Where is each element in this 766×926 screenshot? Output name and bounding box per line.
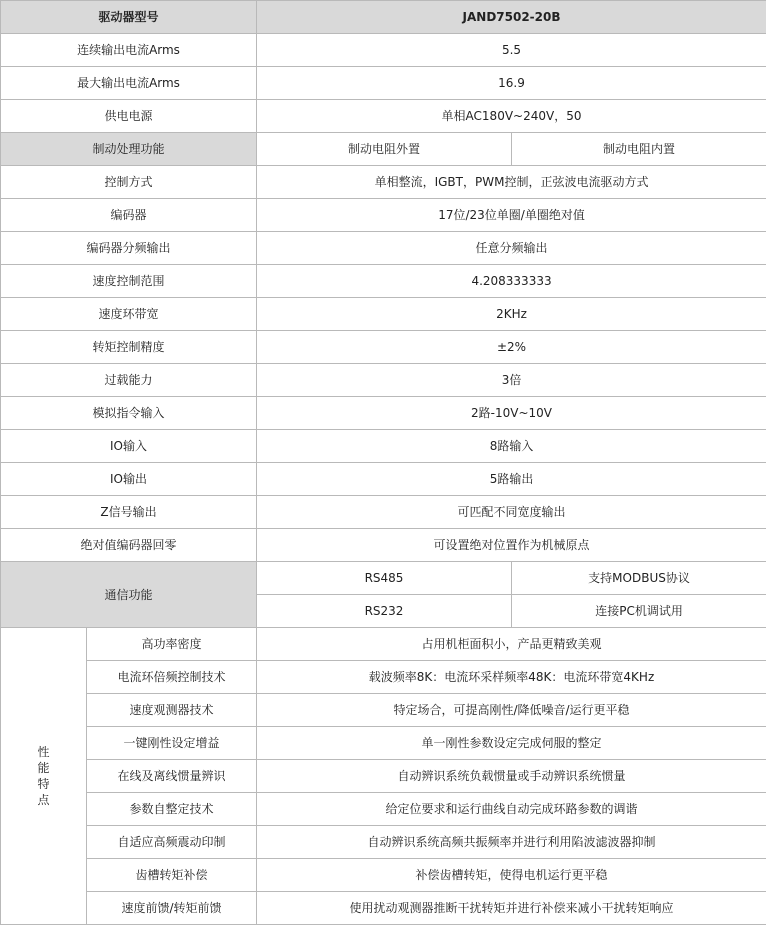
- header-row: [1, 1, 766, 34]
- table-row: [1, 463, 766, 496]
- table-row: [1, 67, 766, 100]
- header-model-value: JAND7502-20B: [257, 1, 766, 34]
- performance-row: [1, 727, 766, 760]
- performance-row: [1, 892, 766, 925]
- performance-desc: 补偿齿槽转矩，使得电机运行更平稳: [257, 859, 766, 892]
- row-label: IO输入: [1, 430, 257, 463]
- communication-protocol: RS232: [257, 595, 512, 628]
- row-value: 5路输出: [257, 463, 766, 496]
- row-value: 5.5: [257, 34, 766, 67]
- performance-desc: 给定位要求和运行曲线自动完成环路参数的调谐: [257, 793, 766, 826]
- performance-row: [1, 694, 766, 727]
- performance-row: [1, 859, 766, 892]
- performance-feature: 高功率密度: [87, 628, 257, 661]
- row-label: 速度环带宽: [1, 298, 257, 331]
- row-value: ±2%: [257, 331, 766, 364]
- table-row: [1, 232, 766, 265]
- header-model-label: 驱动器型号: [1, 1, 257, 34]
- row-value: 单相AC180V~240V，50: [257, 100, 766, 133]
- communication-desc: 连接PC机调试用: [512, 595, 766, 628]
- performance-desc: 载波频率8K：电流环采样频率48K：电流环带宽4KHz: [257, 661, 766, 694]
- table-row: [1, 529, 766, 562]
- performance-feature: 电流环倍频控制技术: [87, 661, 257, 694]
- performance-feature: 一键刚性设定增益: [87, 727, 257, 760]
- performance-group-text: 性能特点: [37, 745, 50, 807]
- table-row: [1, 397, 766, 430]
- row-label: 控制方式: [1, 166, 257, 199]
- row-value: 3倍: [257, 364, 766, 397]
- performance-row: [1, 793, 766, 826]
- performance-desc: 使用扰动观测器推断干扰转矩并进行补偿来减小干扰转矩响应: [257, 892, 766, 925]
- row-value: 单相整流，IGBT，PWM控制，正弦波电流驱动方式: [257, 166, 766, 199]
- performance-row: [1, 661, 766, 694]
- performance-desc: 特定场合，可提高刚性/降低噪音/运行更平稳: [257, 694, 766, 727]
- performance-row: [1, 628, 766, 661]
- communication-desc: 支持MODBUS协议: [512, 562, 766, 595]
- performance-feature: 速度前馈/转矩前馈: [87, 892, 257, 925]
- performance-desc: 单一刚性参数设定完成伺服的整定: [257, 727, 766, 760]
- row-value: 17位/23位单圈/单圈绝对值: [257, 199, 766, 232]
- row-value: 2KHz: [257, 298, 766, 331]
- row-label: 过载能力: [1, 364, 257, 397]
- row-label: 模拟指令输入: [1, 397, 257, 430]
- table-row: [1, 166, 766, 199]
- row-label: 绝对值编码器回零: [1, 529, 257, 562]
- row-value: 可匹配不同宽度输出: [257, 496, 766, 529]
- performance-feature: 自适应高频震动印制: [87, 826, 257, 859]
- table-row: [1, 265, 766, 298]
- performance-feature: 齿槽转矩补偿: [87, 859, 257, 892]
- row-value: 2路-10V~10V: [257, 397, 766, 430]
- row-value: 16.9: [257, 67, 766, 100]
- performance-feature: 速度观测器技术: [87, 694, 257, 727]
- row-label: 编码器分频输出: [1, 232, 257, 265]
- row-value: 可设置绝对位置作为机械原点: [257, 529, 766, 562]
- table-row: [1, 496, 766, 529]
- braking-option-external: 制动电阻外置: [257, 133, 512, 166]
- performance-desc: 自动辨识系统高频共振频率并进行利用陷波滤波器抑制: [257, 826, 766, 859]
- performance-row: [1, 826, 766, 859]
- row-label: 速度控制范围: [1, 265, 257, 298]
- row-value: 任意分频输出: [257, 232, 766, 265]
- table-row: [1, 100, 766, 133]
- performance-feature: 在线及离线惯量辨识: [87, 760, 257, 793]
- row-value: 4.208333333: [257, 265, 766, 298]
- braking-option-internal: 制动电阻内置: [512, 133, 766, 166]
- table-row: [1, 331, 766, 364]
- table-row: [1, 199, 766, 232]
- braking-label: 制动处理功能: [1, 133, 257, 166]
- row-label: 转矩控制精度: [1, 331, 257, 364]
- row-value: 8路输入: [257, 430, 766, 463]
- row-label: 最大输出电流Arms: [1, 67, 257, 100]
- performance-row: [1, 760, 766, 793]
- performance-desc: 自动辨识系统负载惯量或手动辨识系统惯量: [257, 760, 766, 793]
- row-label: 连续输出电流Arms: [1, 34, 257, 67]
- performance-desc: 占用机柜面积小，产品更精致美观: [257, 628, 766, 661]
- row-label: 编码器: [1, 199, 257, 232]
- table-row: [1, 298, 766, 331]
- performance-feature: 参数自整定技术: [87, 793, 257, 826]
- row-label: 供电电源: [1, 100, 257, 133]
- row-label: IO输出: [1, 463, 257, 496]
- table-row: [1, 364, 766, 397]
- row-label: Z信号输出: [1, 496, 257, 529]
- performance-group-label: [1, 628, 87, 925]
- communication-label: 通信功能: [1, 562, 257, 628]
- communication-row: [1, 562, 766, 595]
- table-row: [1, 430, 766, 463]
- table-row: [1, 34, 766, 67]
- communication-protocol: RS485: [257, 562, 512, 595]
- braking-row: [1, 133, 766, 166]
